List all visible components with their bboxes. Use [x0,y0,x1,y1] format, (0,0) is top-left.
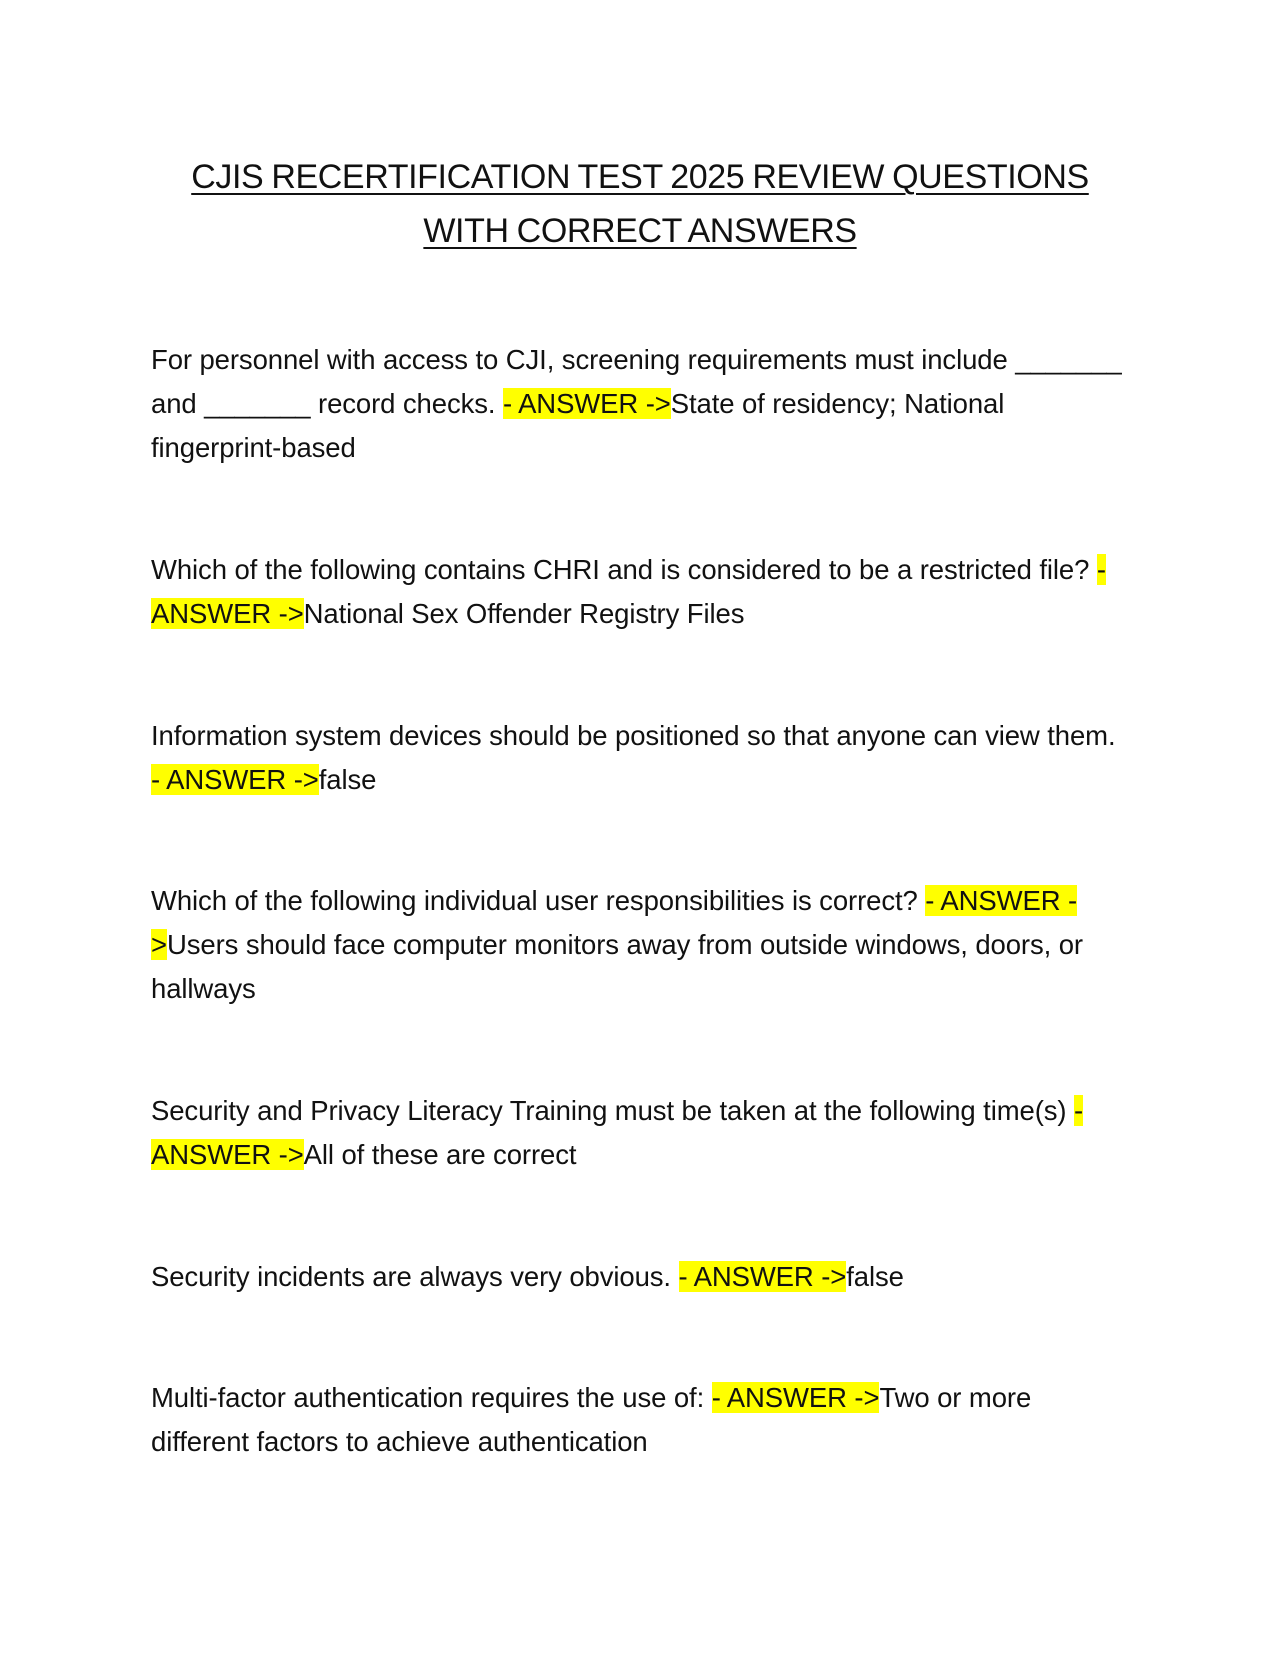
answer-marker: - ANSWER -> [678,1261,847,1292]
answer-marker: - ANSWER -> [711,1382,880,1413]
answer-text: Users should face computer monitors away from outside windows, doors, or hallways [151,929,1083,1004]
question-text: Multi-factor authentication requires the use of: [151,1382,712,1413]
answer-text: All of these are correct [303,1139,577,1170]
question-text: Information system devices should be positioned so that anyone can view them. [151,720,1116,751]
question-text: Which of the following individual user responsibilities is correct? [151,885,926,916]
qa-item-7 [151,1376,1131,1464]
question-text: For personnel with access to CJI, screening requirements must include _______ and _______ record checks. [151,344,1122,419]
qa-item-2 [151,548,1131,636]
title-line-2: WITH CORRECT ANSWERS [423,212,857,250]
answer-marker: - ANSWER -> [151,1095,1084,1170]
answer-text: State of residency; National fingerprint-based [151,388,1005,463]
answer-marker: - ANSWER -> [151,764,319,795]
qa-item-6 [151,1255,1131,1299]
question-text: Security and Privacy Literacy Training must be taken at the following time(s) [151,1095,1075,1126]
question-text: Security incidents are always very obvious. [151,1261,679,1292]
answer-text: National Sex Offender Registry Files [303,598,745,629]
answer-marker: - ANSWER -> [151,885,1078,960]
answer-text: false [318,764,377,795]
question-text: Which of the following contains CHRI and is considered to be a restricted file? [151,554,1097,585]
answer-marker: - ANSWER -> [502,388,671,419]
answer-marker: - ANSWER -> [151,554,1106,629]
page-title [130,150,1150,258]
answer-text: false [846,1261,904,1292]
qa-item-3 [151,714,1131,802]
qa-item-4 [151,879,1131,1011]
qa-item-5 [151,1089,1131,1177]
title-line-1: CJIS RECERTIFICATION TEST 2025 REVIEW QUESTIONS [191,158,1089,196]
qa-item-1 [151,338,1131,470]
answer-text: Two or more different factors to achieve authentication [151,1382,1032,1457]
